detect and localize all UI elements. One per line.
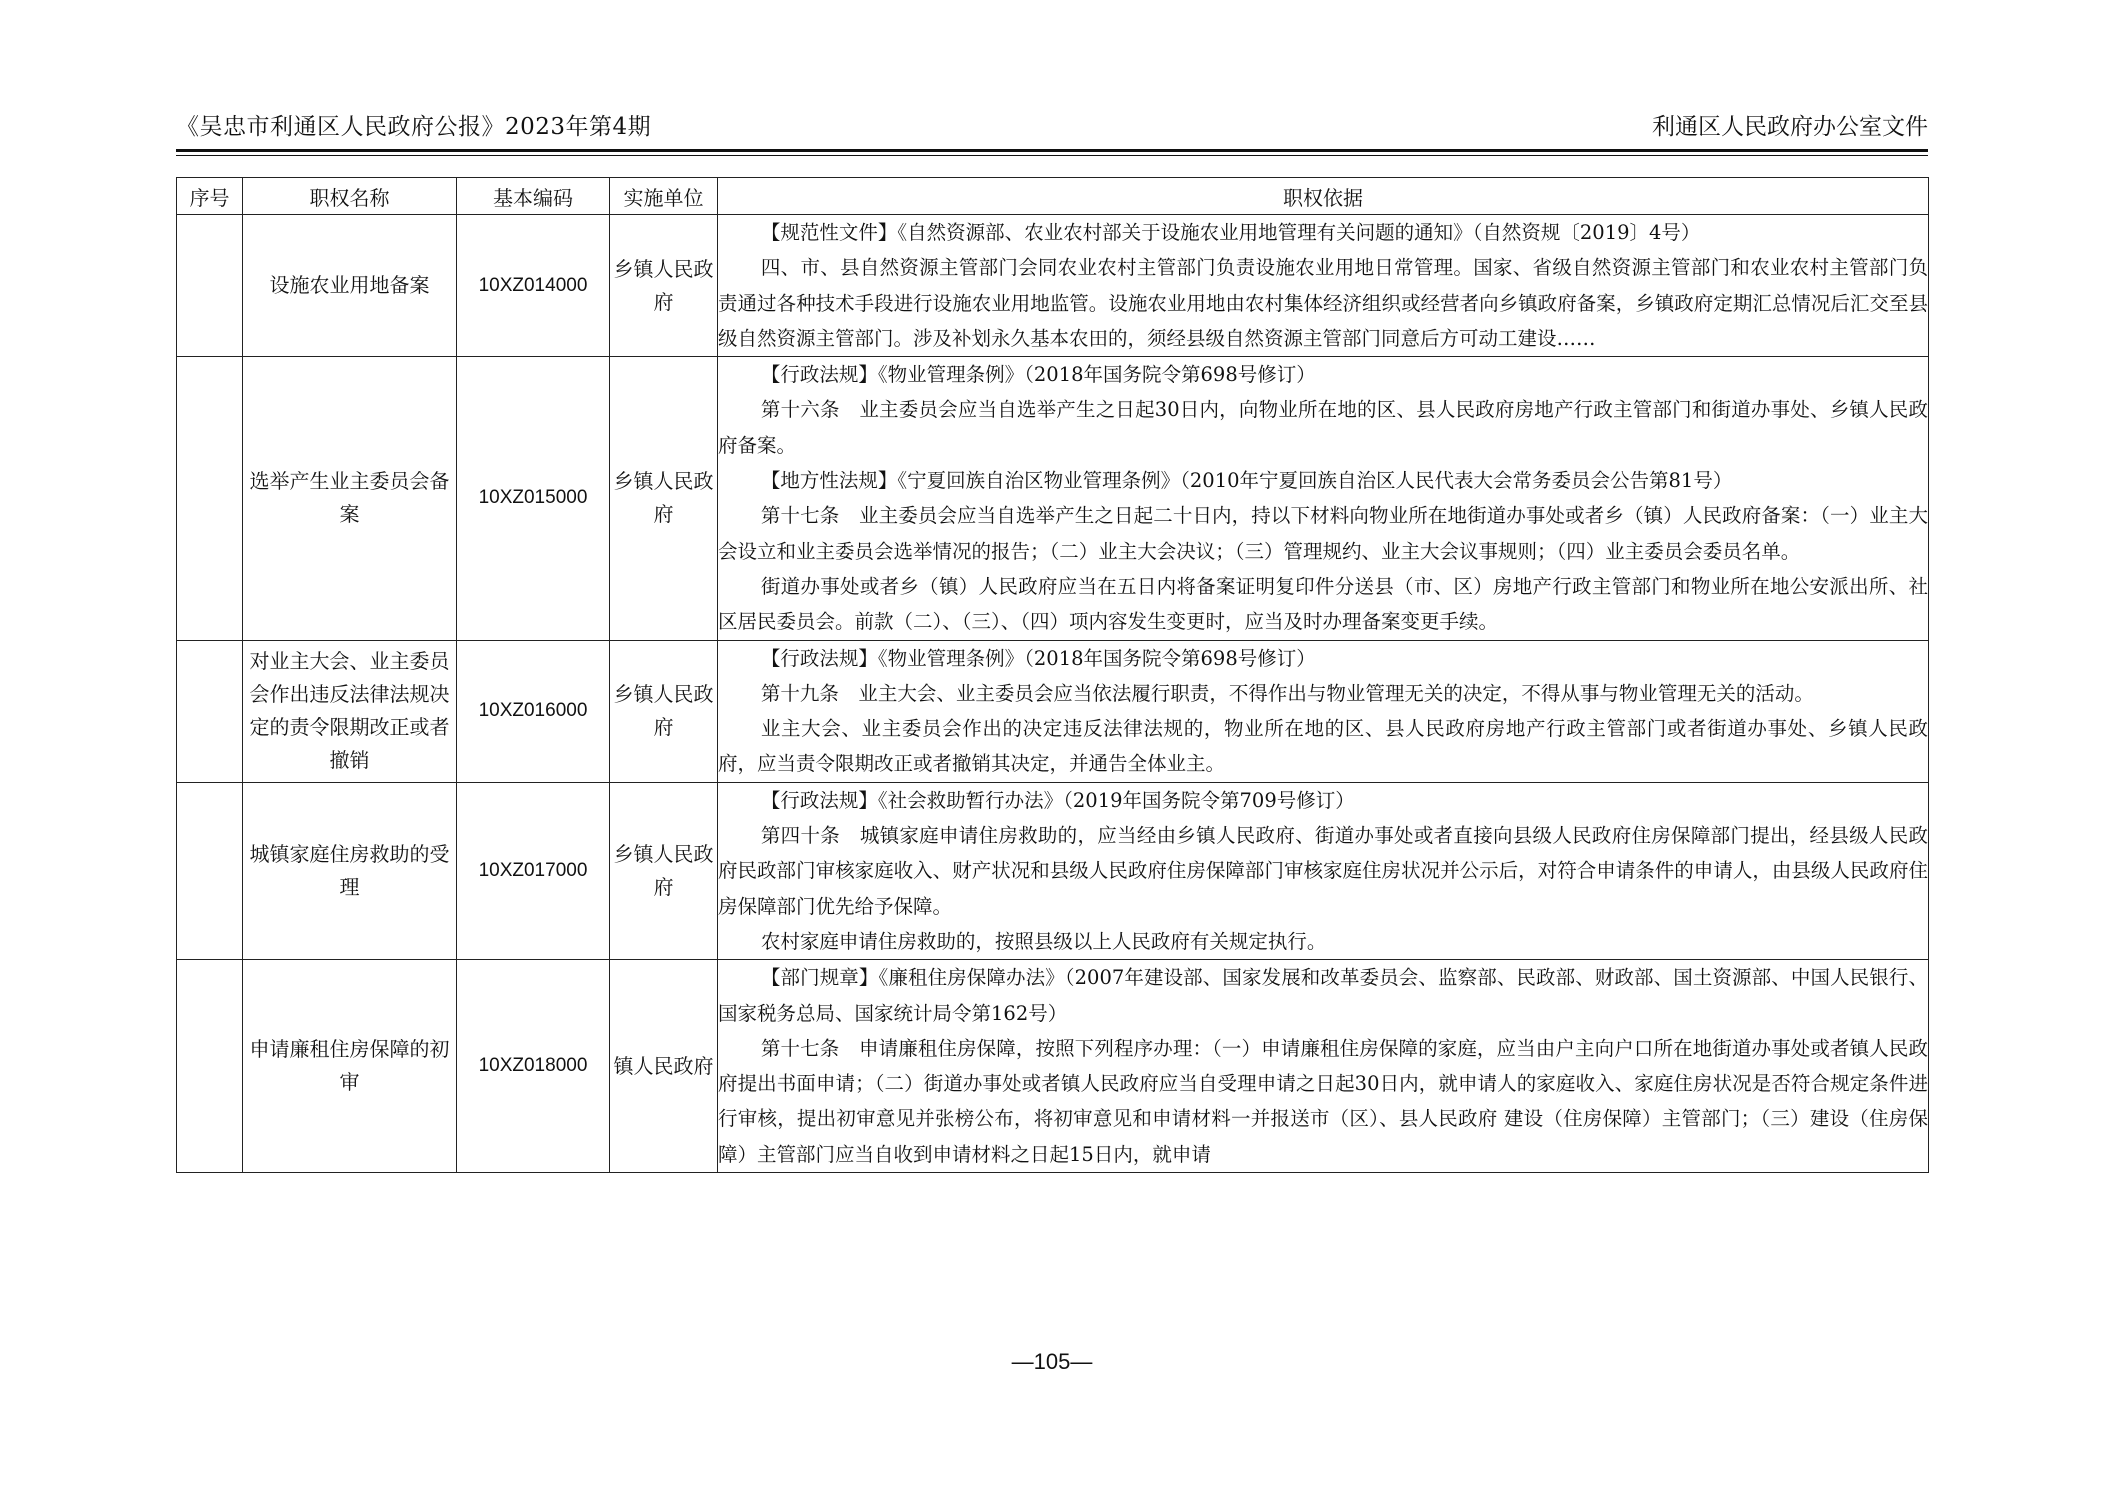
header-rule-thin [176, 155, 1928, 156]
basis-paragraph: 【行政法规】《物业管理条例》（2018年国务院令第698号修订） [760, 646, 1316, 670]
row-basic-code: 10XZ014000 [457, 215, 610, 357]
row-implementing-unit: 乡镇人民政府 [610, 782, 718, 959]
table-row [177, 782, 1929, 959]
authority-table [176, 177, 1929, 1173]
basis-paragraph: 【部门规章】《廉租住房保障办法》（2007年建设部、国家发展和改革委员会、监察部、民政部、财政部、国土资源部、中国人民银行、国家税务总局、国家统计局令第162号） [718, 966, 1928, 1025]
row-basic-code: 10XZ015000 [457, 357, 610, 640]
basis-paragraph: 【规范性文件】《自然资源部、农业农村部关于设施农业用地管理有关问题的通知》（自然资规〔2019〕4号） [760, 221, 1701, 244]
header-rule-thick [176, 149, 1928, 152]
row-authority-name: 选举产生业主委员会备案 [243, 357, 457, 640]
row-authority-name: 城镇家庭住房救助的受理 [243, 782, 457, 959]
row-basic-code: 10XZ018000 [457, 960, 610, 1173]
column-header-name: 职权名称 [243, 178, 457, 215]
column-header-seq: 序号 [177, 178, 243, 215]
table-row [177, 215, 1929, 357]
row-seq [177, 782, 243, 959]
row-authority-name: 申请廉租住房保障的初审 [243, 960, 457, 1173]
row-legal-basis [718, 782, 1929, 959]
column-header-basis: 职权依据 [718, 178, 1929, 215]
row-basic-code: 10XZ016000 [457, 640, 610, 782]
column-header-unit: 实施单位 [610, 178, 718, 215]
row-authority-name: 对业主大会、业主委员会作出违反法律法规决定的责令限期改正或者撤销 [243, 640, 457, 782]
row-basic-code: 10XZ017000 [457, 782, 610, 959]
table-row [177, 960, 1929, 1173]
row-legal-basis [718, 357, 1929, 640]
row-legal-basis [718, 215, 1929, 357]
basis-paragraph: 业主大会、业主委员会作出的决定违反法律法规的，物业所在地的区、县人民政府房地产行政主管部门或者街道办事处、乡镇人民政府，应当责令限期改正或者撤销其决定，并通告全体业主。 [718, 717, 1928, 776]
basis-paragraph: 第十七条 申请廉租住房保障，按照下列程序办理：（一）申请廉租住房保障的家庭，应当由户主向户口所在地街道办事处或者镇人民政府提出书面申请；（二）街道办事处或者镇人民政府应当自受理申请之日起30日内，就申请人的家庭收入、家庭住房状况是否符合规定条件进行审核，提出初审意见并张榜公布，将初审意见和申请材料一并报送市（区）、县人民政府 建设（住房保障）主管部门；（三）建设（住房保障）主管部门应当自收到申请材料之日起15日内，就申请 [718, 1036, 1928, 1166]
basis-paragraph: 【地方性法规】《宁夏回族自治区物业管理条例》（2010年宁夏回族自治区人民代表大会常务委员会公告第81号） [760, 469, 1733, 493]
column-header-code: 基本编码 [457, 178, 610, 215]
table-row [177, 640, 1929, 782]
basis-paragraph: 第十六条 业主委员会应当自选举产生之日起30日内，向物业所在地的区、县人民政府房地产行政主管部门和街道办事处、乡镇人民政府备案。 [718, 398, 1928, 457]
row-legal-basis [718, 640, 1929, 782]
table-header-row [177, 178, 1929, 215]
basis-paragraph: 【行政法规】《社会救助暂行办法》（2019年国务院令第709号修订） [760, 788, 1355, 812]
basis-paragraph: 第十七条 业主委员会应当自选举产生之日起二十日内，持以下材料向物业所在地街道办事处或者乡（镇）人民政府备案：（一）业主大会设立和业主委员会选举情况的报告；（二）业主大会决议；（三）管理规约、业主大会议事规则；（四）业主委员会委员名单。 [718, 504, 1928, 563]
basis-paragraph: 街道办事处或者乡（镇）人民政府应当在五日内将备案证明复印件分送县（市、区）房地产行政主管部门和物业所在地公安派出所、社区居民委员会。前款（二）、（三）、（四）项内容发生变更时，应当及时办理备案变更手续。 [718, 574, 1928, 634]
row-seq [177, 357, 243, 640]
row-implementing-unit: 乡镇人民政府 [610, 640, 718, 782]
basis-paragraph: 四、市、县自然资源主管部门会同农业农村主管部门负责设施农业用地日常管理。国家、省级自然资源主管部门和农业农村主管部门负责通过各种技术手段进行设施农业用地监管。设施农业用地由农村集体经济组织或经营者向乡镇政府备案，乡镇政府定期汇总情况后汇交至县级自然资源主管部门。涉及补划永久基本农田的，须经县级自然资源主管部门同意后方可动工建设…… [718, 256, 1928, 350]
row-seq [177, 960, 243, 1173]
page-number: —105— [1011, 1349, 1093, 1374]
table-row [177, 357, 1929, 640]
row-implementing-unit: 镇人民政府 [610, 960, 718, 1173]
bulletin-title: 《吴忠市利通区人民政府公报》2023年第4期 [176, 114, 652, 140]
basis-paragraph: 农村家庭申请住房救助的，按照县级以上人民政府有关规定执行。 [760, 929, 1327, 953]
basis-paragraph: 第十九条 业主大会、业主委员会应当依法履行职责，不得作出与物业管理无关的决定，不得从事与物业管理无关的活动。 [760, 681, 1814, 705]
basis-paragraph: 第四十条 城镇家庭申请住房救助的，应当经由乡镇人民政府、街道办事处或者直接向县级人民政府住房保障部门提出，经县级人民政府民政部门审核家庭收入、财产状况和县级人民政府住房保障部门审核家庭住房状况并公示后，对符合申请条件的申请人，由县级人民政府住房保障部门优先给予保障。 [718, 824, 1928, 918]
row-seq [177, 215, 243, 357]
basis-paragraph: 【行政法规】《物业管理条例》（2018年国务院令第698号修订） [760, 363, 1316, 387]
row-implementing-unit: 乡镇人民政府 [610, 215, 718, 357]
row-implementing-unit: 乡镇人民政府 [610, 357, 718, 640]
row-legal-basis [718, 960, 1929, 1173]
row-authority-name: 设施农业用地备案 [243, 215, 457, 357]
document-source: 利通区人民政府办公室文件 [1652, 114, 1928, 140]
row-seq [177, 640, 243, 782]
